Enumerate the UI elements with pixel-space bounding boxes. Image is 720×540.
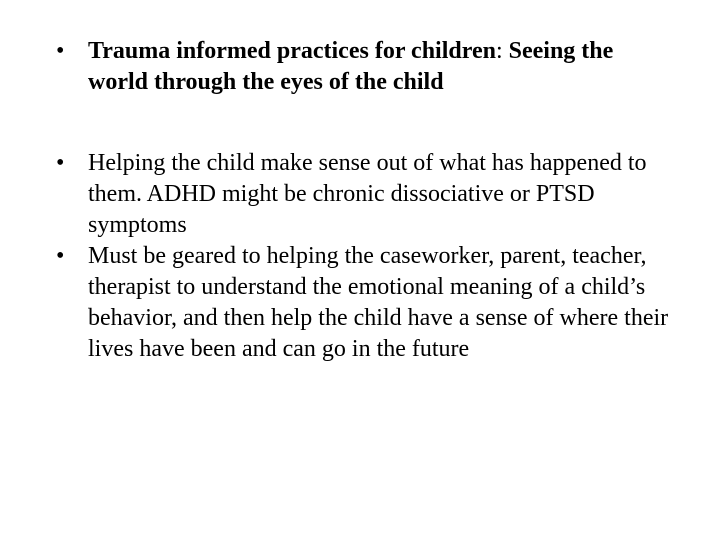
bullet-item-helping-child xyxy=(56,148,676,241)
bullet-list xyxy=(56,36,676,365)
bullet-heading: Trauma informed practices for children xyxy=(88,38,496,64)
bullet-item-geared-to-helping xyxy=(56,241,676,365)
bullet-item-trauma-informed-practices xyxy=(56,36,676,98)
bullet-icon: • xyxy=(56,38,65,64)
bullet-icon: • xyxy=(56,243,65,269)
bullet-colon: : xyxy=(495,38,503,64)
bullet-heading-continued: Seeing the world through the eyes of the child xyxy=(88,38,614,95)
bullet-text: Must be geared to helping the caseworker, parent, teacher, therapist to understand the emotional meaning of a child’s behavior, and then help the child have a sense of where their lives have been and can go in the future xyxy=(88,243,669,362)
bullet-icon: • xyxy=(56,150,65,176)
bullet-text: Helping the child make sense out of what has happened to them. ADHD might be chronic dissociative or PTSD symptoms xyxy=(88,150,647,238)
